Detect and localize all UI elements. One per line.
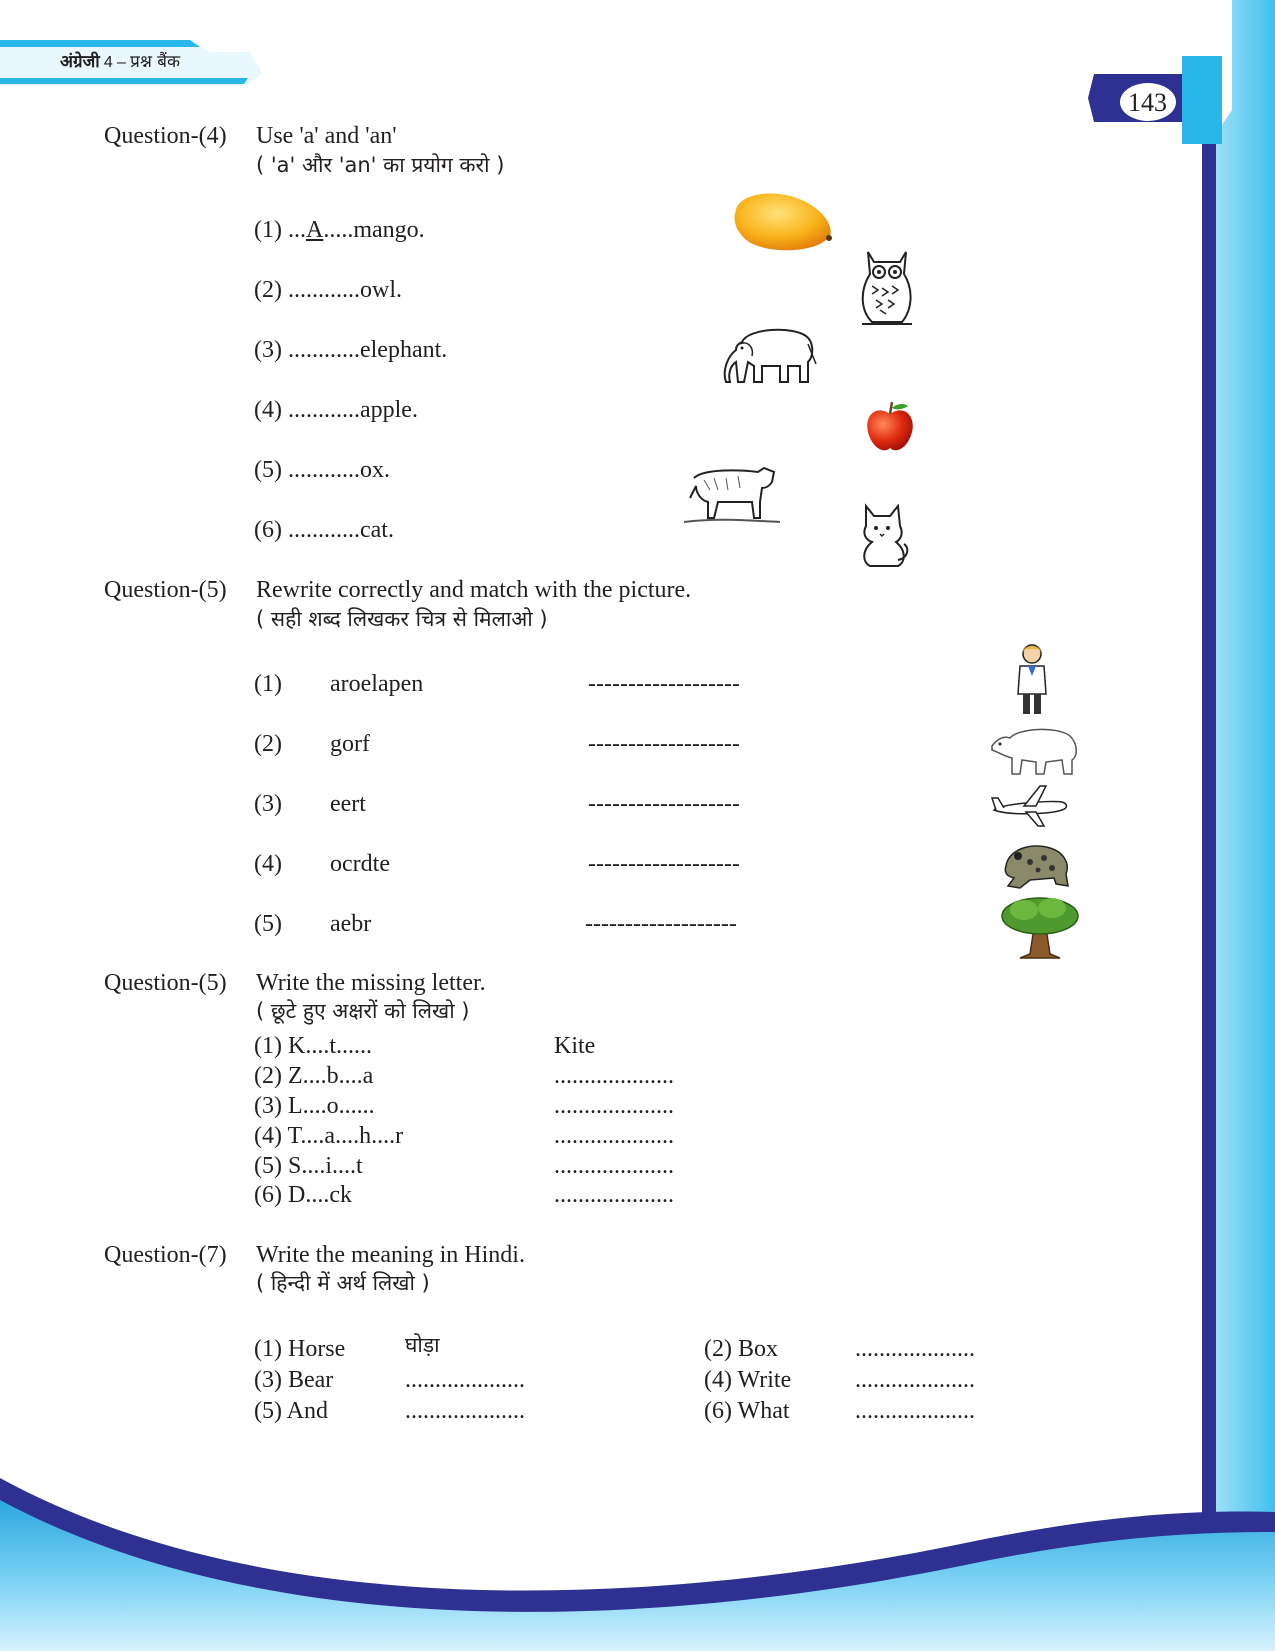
question-title: Write the meaning in Hindi.: [256, 1242, 525, 1268]
scrambled-word: aebr: [330, 911, 372, 937]
missing-letter-answer[interactable]: ....................: [554, 1093, 674, 1119]
list-item: [254, 278, 402, 302]
question-title: Rewrite correctly and match with the picture.: [256, 577, 692, 603]
vocab-word: (2) Box: [704, 1336, 778, 1362]
missing-letter-word: (4) T....a....h....r: [254, 1123, 404, 1149]
vocab-meaning[interactable]: ....................: [855, 1336, 975, 1362]
list-item: [254, 218, 425, 242]
question-label: Question-(5): [104, 970, 227, 996]
answer-blank[interactable]: -------------------: [588, 851, 740, 877]
item-text: ............elephant.: [287, 337, 448, 363]
missing-letter-answer[interactable]: ....................: [554, 1063, 674, 1089]
list-item: [254, 398, 418, 422]
item-text: ............apple.: [287, 397, 418, 423]
question-subtitle: ( हिन्दी में अर्थ लिखो ): [256, 1271, 430, 1295]
item-suffix: .....mango.: [323, 217, 425, 243]
question-label: Question-(4): [104, 123, 227, 149]
vocab-word: (4) Write: [704, 1367, 792, 1393]
page-number: 143: [1128, 88, 1167, 117]
item-number: (1): [254, 671, 282, 697]
header-class-number: 4: [103, 54, 113, 71]
scrambled-word: ocrdte: [330, 851, 390, 877]
item-answer: A: [305, 217, 324, 243]
item-number: (3): [254, 337, 282, 363]
right-band-dark: [1202, 60, 1216, 1520]
header-tab-stripe: [0, 40, 200, 47]
missing-letter-word: (1) K....t......: [254, 1033, 372, 1059]
item-number: (5): [254, 911, 282, 937]
tree-image: [1000, 892, 1080, 960]
header-tab-bottom-stripe: [0, 78, 248, 84]
missing-letter-answer[interactable]: ....................: [554, 1182, 674, 1208]
bear-image: [988, 720, 1080, 778]
vocab-meaning[interactable]: ....................: [405, 1398, 525, 1424]
ox-image: [684, 458, 780, 526]
question-subtitle: ( सही शब्द लिखकर चित्र से मिलाओ ): [256, 607, 548, 631]
frog-image: [1000, 836, 1072, 890]
scrambled-word: eert: [330, 791, 366, 817]
vocab-word: (6) What: [704, 1398, 790, 1424]
vocab-meaning[interactable]: ....................: [855, 1367, 975, 1393]
item-text: ............cat.: [287, 517, 394, 543]
item-prefix: ...: [287, 217, 306, 243]
item-text: ............ox.: [287, 457, 390, 483]
header-subject: अंग्रेजी: [60, 52, 100, 72]
scrambled-word: gorf: [330, 731, 370, 757]
vocab-word: (5) And: [254, 1398, 328, 1424]
item-number: (5): [254, 457, 282, 483]
vocab-meaning[interactable]: ....................: [405, 1367, 525, 1393]
item-number: (6): [254, 517, 282, 543]
mango-image: [730, 188, 836, 254]
question-subtitle: ( छूटे हुए अक्षरों को लिखो ): [256, 999, 470, 1023]
elephant-image: [722, 322, 818, 388]
item-number: (2): [254, 731, 282, 757]
item-number: (4): [254, 851, 282, 877]
right-band-light: [1215, 0, 1275, 1651]
owl-image: [858, 244, 916, 328]
doctor-image: [1014, 642, 1050, 718]
answer-blank[interactable]: -------------------: [588, 731, 740, 757]
scrambled-word: aroelapen: [330, 671, 424, 697]
item-number: (1): [254, 217, 282, 243]
vocab-meaning: घोड़ा: [405, 1333, 440, 1357]
header-book: प्रश्न बैंक: [130, 52, 181, 72]
vocab-meaning[interactable]: ....................: [855, 1398, 975, 1424]
question-title: Write the missing letter.: [256, 970, 486, 996]
header-separator: –: [117, 54, 126, 71]
missing-letter-word: (6) D....ck: [254, 1182, 352, 1208]
list-item: [254, 338, 447, 362]
item-number: (4): [254, 397, 282, 423]
vocab-word: (1) Horse: [254, 1336, 346, 1362]
missing-letter-answer[interactable]: ....................: [554, 1153, 674, 1179]
page-number-fold: [1182, 56, 1222, 144]
answer-blank[interactable]: -------------------: [588, 671, 740, 697]
missing-letter-answer[interactable]: ....................: [554, 1123, 674, 1149]
question-subtitle: ( 'a' और 'an' का प्रयोग करो ): [256, 153, 505, 177]
right-band-white-line: [1198, 60, 1202, 1520]
running-header: [60, 53, 180, 71]
cat-image: [856, 500, 912, 570]
answer-blank[interactable]: -------------------: [588, 791, 740, 817]
question-label: Question-(5): [104, 577, 227, 603]
missing-letter-word: (3) L....o......: [254, 1093, 375, 1119]
missing-letter-answer: Kite: [554, 1033, 596, 1059]
aeroplane-image: [990, 780, 1070, 830]
missing-letter-word: (5) S....i....t: [254, 1153, 363, 1179]
question-label: Question-(7): [104, 1242, 227, 1268]
list-item: [254, 518, 394, 542]
answer-blank[interactable]: -------------------: [585, 911, 737, 937]
item-text: ............owl.: [287, 277, 402, 303]
list-item: [254, 458, 390, 482]
apple-image: [864, 400, 916, 454]
missing-letter-word: (2) Z....b....a: [254, 1063, 374, 1089]
item-number: (2): [254, 277, 282, 303]
question-title: Use 'a' and 'an': [256, 123, 397, 149]
vocab-word: (3) Bear: [254, 1367, 334, 1393]
item-number: (3): [254, 791, 282, 817]
